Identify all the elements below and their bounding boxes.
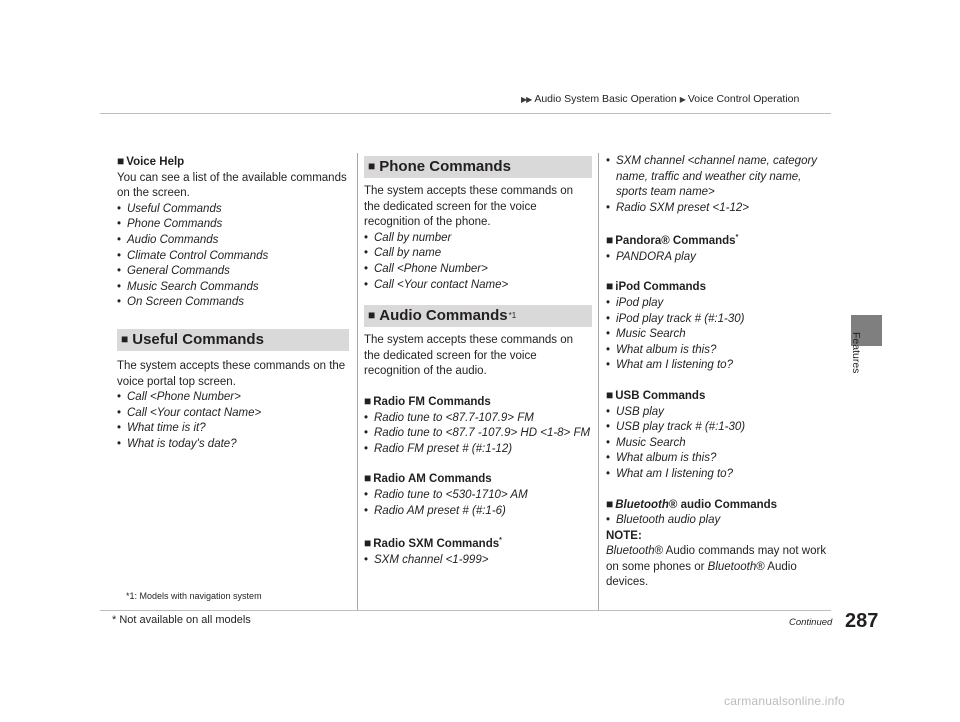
footnote: *1: Models with navigation system: [126, 591, 262, 601]
square-bullet-icon: ■: [117, 154, 125, 168]
list-item: • What album is this?: [606, 343, 832, 359]
list-item: • Phone Commands: [117, 217, 349, 233]
list-item: • USB play: [606, 405, 832, 421]
radio-am-list: [364, 488, 592, 519]
square-bullet-icon: ■: [606, 496, 614, 511]
breadcrumb: [521, 93, 799, 105]
square-bullet-icon: ■: [606, 233, 614, 248]
list-item: • USB play track # (#:1-30): [606, 420, 832, 436]
breadcrumb-item-audio-system[interactable]: Audio System Basic Operation: [534, 93, 677, 105]
column-2: [364, 156, 592, 568]
list-item: • Music Search: [606, 436, 832, 452]
column-3: [606, 154, 832, 591]
useful-commands-intro: The system accepts these commands on the voice portal top screen.: [117, 359, 346, 388]
voice-help-intro: You can see a list of the available commands on the screen.: [117, 171, 347, 200]
radio-fm-list: [364, 411, 592, 458]
breadcrumb-item-voice-control[interactable]: Voice Control Operation: [687, 93, 800, 105]
usb-heading: ■ USB Commands: [606, 387, 706, 402]
list-item: • PANDORA play: [606, 250, 832, 266]
ipod-heading: ■ iPod Commands: [606, 279, 706, 294]
list-item: • Call <Phone Number>: [117, 390, 349, 406]
arrow-icon: ▶: [679, 95, 686, 104]
useful-commands-bar: ■ Useful Commands: [117, 329, 349, 351]
list-item: • General Commands: [117, 264, 349, 280]
phone-commands-list: [364, 231, 592, 293]
list-item: • Music Search: [606, 327, 832, 343]
square-bullet-icon: ■: [606, 387, 614, 402]
list-item: • Call <Your contact Name>: [117, 406, 349, 422]
list-item: • iPod play: [606, 296, 832, 312]
square-bullet-icon: ■: [364, 393, 372, 408]
header-rule: [100, 113, 831, 114]
watermark: carmanualsonline.info: [724, 694, 845, 708]
square-bullet-icon: ■: [364, 535, 372, 550]
section-tab-label: Features: [850, 332, 862, 374]
list-item: • On Screen Commands: [117, 295, 349, 311]
square-bullet-icon: ■: [364, 471, 372, 486]
list-item: • What time is it?: [117, 421, 349, 437]
list-item: • Radio AM preset # (#:1-6): [364, 504, 592, 520]
list-item: • Bluetooth audio play: [606, 513, 832, 529]
list-item: • Call by number: [364, 231, 592, 247]
page-number: 287: [845, 610, 879, 632]
list-item: • Music Search Commands: [117, 280, 349, 296]
sxm-continued-list: [606, 154, 832, 216]
list-item: • Climate Control Commands: [117, 249, 349, 265]
list-item: • Radio SXM preset <1-12>: [606, 201, 832, 217]
usb-list: [606, 405, 832, 483]
list-item: • What album is this?: [606, 451, 832, 467]
note-label: NOTE:: [606, 529, 642, 542]
list-item: • What am I listening to?: [606, 467, 832, 483]
list-item: • Useful Commands: [117, 202, 349, 218]
square-bullet-icon: ■: [368, 159, 376, 174]
phone-commands-bar: ■ Phone Commands: [364, 156, 592, 178]
list-item: • Call <Phone Number>: [364, 262, 592, 278]
audio-commands-bar: ■ Audio Commands *1: [364, 305, 592, 327]
useful-commands-list: [117, 390, 349, 452]
list-item: • SXM channel <channel name, category name, traffic and weather city name, sports team name>: [606, 154, 832, 201]
list-item: • Radio tune to <87.7 -107.9> HD <1-8> FM: [364, 426, 592, 442]
voice-help-heading: ■ Voice Help: [117, 154, 185, 168]
availability-footnote: * Not available on all models: [112, 614, 251, 626]
list-item: • iPod play track # (#:1-30): [606, 312, 832, 328]
ipod-list: [606, 296, 832, 374]
voice-help-list: [117, 202, 349, 311]
radio-sxm-list: [364, 553, 592, 569]
pandora-heading: ■ Pandora® Commands*: [606, 233, 739, 248]
radio-fm-heading: ■ Radio FM Commands: [364, 393, 491, 408]
column-divider-right: [598, 153, 599, 610]
square-bullet-icon: ■: [606, 279, 614, 294]
radio-sxm-heading: ■ Radio SXM Commands*: [364, 535, 502, 550]
bluetooth-note: Bluetooth® Audio commands may not work on some phones or Bluetooth® Audio devices.: [606, 545, 827, 589]
list-item: • What is today's date?: [117, 437, 349, 453]
bluetooth-heading: ■ Bluetooth® audio Commands: [606, 496, 778, 511]
square-bullet-icon: ■: [368, 308, 376, 323]
list-item: • Radio FM preset # (#:1-12): [364, 442, 592, 458]
phone-commands-intro: The system accepts these commands on the dedicated screen for the voice recognition of the phone.: [364, 185, 574, 229]
audio-commands-intro: The system accepts these commands on the dedicated screen for the voice recognition of the audio.: [364, 334, 574, 378]
continued-label: Continued: [789, 617, 833, 628]
pandora-list: [606, 250, 832, 266]
list-item: • Call by name: [364, 246, 592, 262]
list-item: • Audio Commands: [117, 233, 349, 249]
square-bullet-icon: ■: [121, 332, 129, 347]
list-item: • Call <Your contact Name>: [364, 278, 592, 294]
list-item: • SXM channel <1-999>: [364, 553, 592, 569]
list-item: • Radio tune to <530-1710> AM: [364, 488, 592, 504]
footer-rule: [100, 610, 831, 611]
column-1: [117, 154, 349, 453]
radio-am-heading: ■ Radio AM Commands: [364, 471, 492, 486]
column-divider-left: [357, 153, 358, 610]
double-arrow-icon: ▶▶: [521, 95, 532, 104]
list-item: • Radio tune to <87.7-107.9> FM: [364, 411, 592, 427]
bluetooth-list: [606, 513, 832, 529]
list-item: • What am I listening to?: [606, 358, 832, 374]
